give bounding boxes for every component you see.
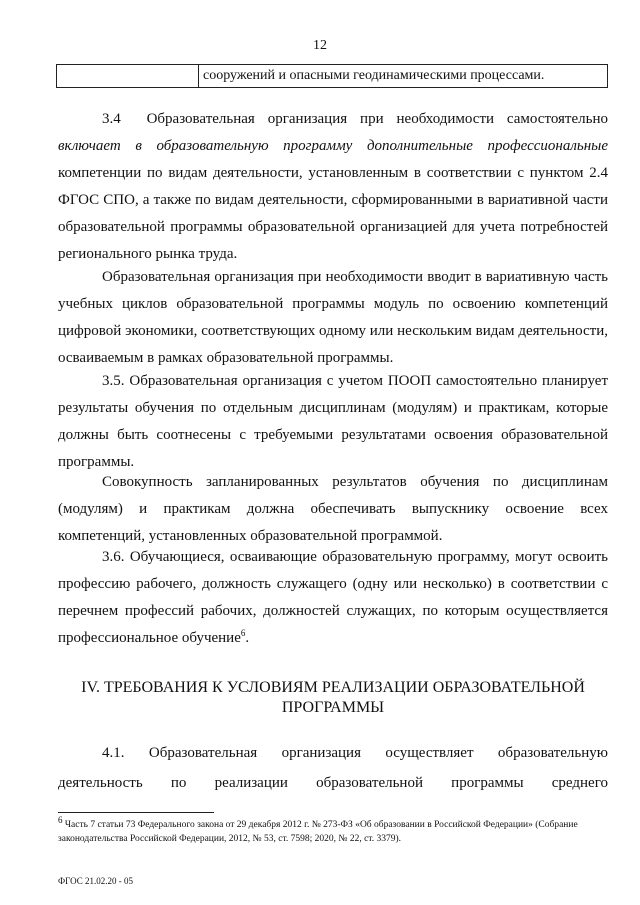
paragraph-3-4 xyxy=(58,106,608,268)
paragraph-4-1-line1: 4.1. Образовательная организация осуществляет образовательную xyxy=(102,745,608,761)
paragraph-3-6 xyxy=(58,544,608,652)
table-cell-text: сооружений и опасными геодинамическими процессами. xyxy=(203,68,545,83)
section-heading-line1: IV. ТРЕБОВАНИЯ К УСЛОВИЯМ РЕАЛИЗАЦИИ ОБРАЗОВАТЕЛЬНОЙ xyxy=(81,679,585,696)
paragraph-3-4-italic: включает в образовательную программу дополнительные профессиональные xyxy=(58,138,608,154)
paragraph-3-5 xyxy=(58,368,608,476)
paragraph-3-4-number: 3.4 xyxy=(102,111,121,127)
footnote-ref-6: 6 xyxy=(240,628,246,638)
paragraph-3-5-text: 3.5. Образовательная организация с учетом ПООП самостоятельно планирует результаты обучения по отдельным дисциплинам (модулям) и практикам, которые должны быть соотнесены с требуемыми результатами освоения образовательной программы. xyxy=(58,373,608,470)
paragraph-4-1 xyxy=(58,738,608,798)
paragraph-learning-results-text: Совокупность запланированных результатов обучения по дисциплинам (модулям) и практикам должна обеспечивать выпускнику освоение всех компетенций, установленных образовательной программой. xyxy=(58,474,608,544)
section-heading xyxy=(58,678,608,718)
page-number: 12 xyxy=(313,38,327,53)
section-heading-line2: ПРОГРАММЫ xyxy=(281,699,385,716)
footnote xyxy=(58,814,610,846)
footnote-divider xyxy=(58,812,214,813)
paragraph-4-1-line2: деятельность по реализации образовательной программы среднего xyxy=(58,775,608,791)
paragraph-digital-economy xyxy=(58,264,608,372)
paragraph-3-4-rest: компетенции по видам деятельности, установленным в соответствии с пунктом 2.4 ФГОС СПО, а также по видам деятельности, сформированными в вариативной части образовательной программы образовательной организацией для учета потребностей регионального рынка труда. xyxy=(58,165,608,262)
paragraph-digital-economy-text: Образовательная организация при необходимости вводит в вариативную часть учебных циклов образовательной программы модуль по освоению компетенций цифровой экономики, соответствующих одному или нескольким видам деятельности, осваиваемым в рамках образовательной программы. xyxy=(58,269,608,366)
footnote-marker: 6 xyxy=(58,814,63,825)
footnote-text: Часть 7 статьи 73 Федерального закона от 29 декабря 2012 г. № 273-ФЗ «Об образовании в Российской Федерации» (Собрание законодательства Российской Федерации, 2012, № 53, ст. 7598; 2020, № 22, ст. 3379). xyxy=(58,820,578,844)
table-fragment xyxy=(56,64,608,88)
paragraph-3-6-text: 3.6. Обучающиеся, осваивающие образовательную программу, могут освоить профессию рабочего, должность служащего (одну или несколько) в соответствии с перечнем профессий рабочих, должностей служащих, по которым осуществляется профессиональное обучение xyxy=(58,549,608,646)
table-cell-empty xyxy=(57,65,199,87)
paragraph-3-6-end: . xyxy=(245,630,250,646)
paragraph-3-4-lead: Образовательная организация при необходимости самостоятельно xyxy=(146,111,608,127)
paragraph-learning-results xyxy=(58,469,608,550)
footer-code: ФГОС 21.02.20 - 05 xyxy=(58,876,133,886)
